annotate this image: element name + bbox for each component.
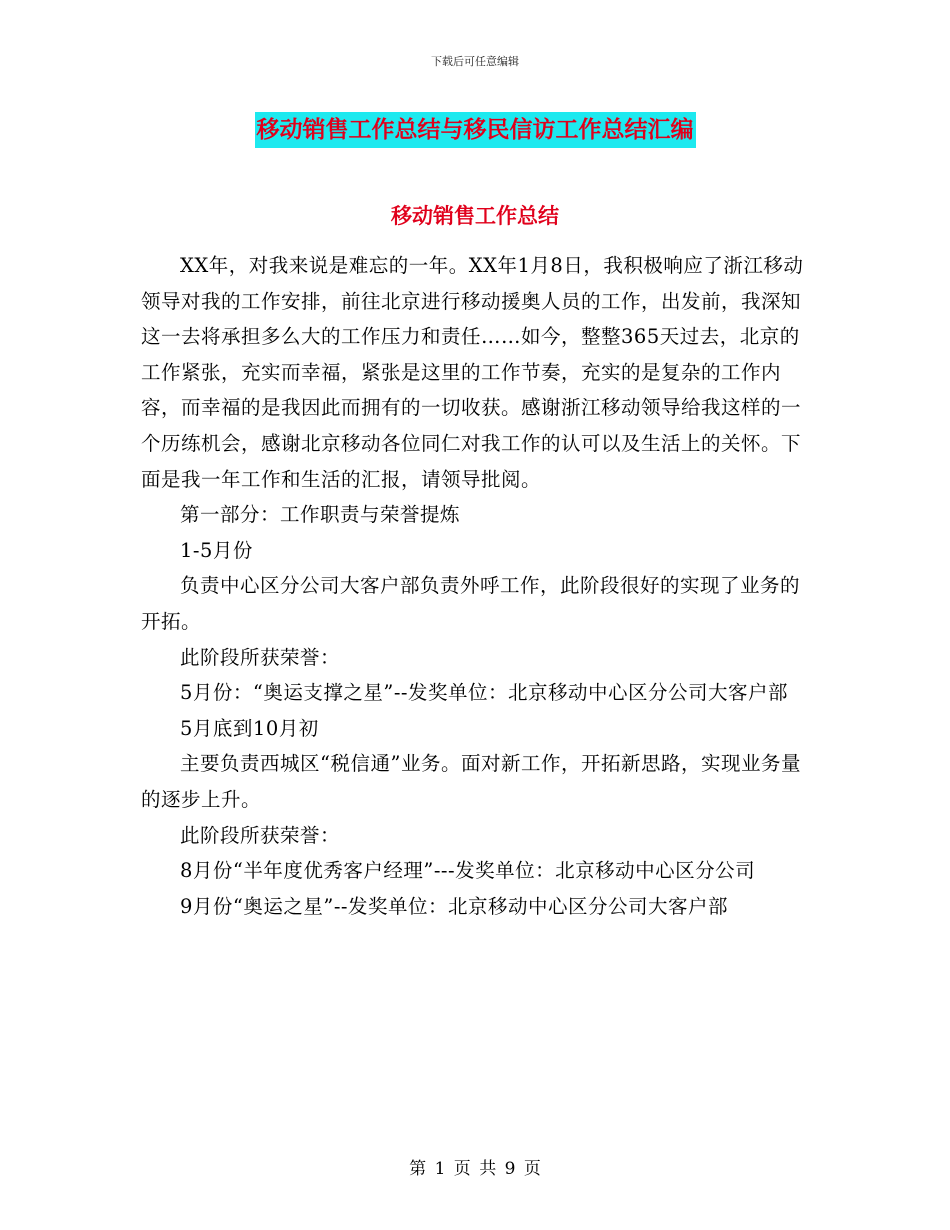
document-title: [0, 112, 950, 148]
document-title-text: 移动销售工作总结与移民信访工作总结汇编: [255, 112, 696, 148]
paragraph: XX年，对我来说是难忘的一年。XX年1月8日，我积极响应了浙江移动领导对我的工作安排，前往北京进行移动援奥人员的工作，出发前，我深知这一去将承担多么大的工作压力和责任……如今，整整365天过去，北京的工作紧张，充实而幸福，紧张是这里的工作节奏，充实的是复杂的工作内容，而幸福的是我因此而拥有的一切收获。感谢浙江移动领导给我这样的一个历练机会，感谢北京移动各位同仁对我工作的认可以及生活上的关怀。下面是我一年工作和生活的汇报，请领导批阅。: [141, 254, 804, 491]
paragraph: 9月份“奥运之星”--发奖单位：北京移动中心区分公司大客户部: [180, 894, 729, 918]
paragraph: 8月份“半年度优秀客户经理”---发奖单位：北京移动中心区分公司: [180, 859, 756, 883]
page-footer: 第 1 页 共 9 页: [409, 1159, 541, 1179]
paragraph: 5月底到10月初: [180, 716, 319, 740]
paragraph: 1-5月份: [180, 538, 253, 562]
paragraph: 第一部分：工作职责与荣誉提炼: [180, 503, 461, 527]
header-note: 下载后可任意编辑: [431, 55, 519, 68]
section-title: 移动销售工作总结: [391, 204, 559, 228]
document-body: [141, 248, 813, 924]
paragraph: 主要负责西城区“税信通”业务。面对新工作，开拓新思路，实现业务量的逐步上升。: [141, 752, 801, 811]
paragraph: 5月份：“奥运支撑之星”--发奖单位：北京移动中心区分公司大客户部: [180, 681, 789, 705]
paragraph: 此阶段所获荣誉：: [180, 823, 341, 847]
paragraph: 此阶段所获荣誉：: [180, 645, 341, 669]
paragraph: 负责中心区分公司大客户部负责外呼工作，此阶段很好的实现了业务的开拓。: [141, 574, 801, 633]
